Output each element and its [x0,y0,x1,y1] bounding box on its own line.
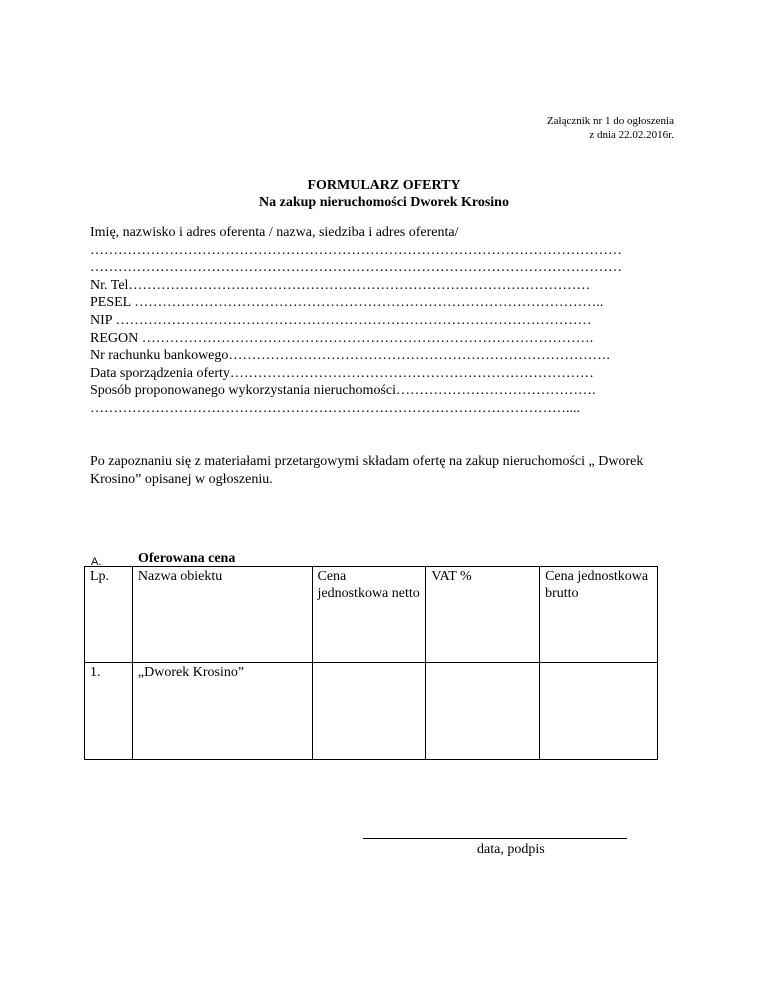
section-letter: A. [91,556,102,568]
field-regon: REGON ……………………………………………………………………………………. [90,330,594,346]
cell-object-name: „Dworek Krosino” [132,663,312,760]
offer-table [84,566,658,760]
field-intended-use-line: ………………………………………………………………………………………….... [90,400,580,416]
field-pesel: PESEL ……………………………………………………………………………………….. [90,295,604,311]
section-title: Oferowana cena [138,551,236,566]
field-nip: NIP ………………………………………………………………………………………… [90,312,592,328]
form-title-sub: Na zakup nieruchomości Dworek Krosino [259,195,509,210]
form-title [0,177,768,211]
signature-line [363,838,627,839]
cell-lp: 1. [85,663,133,760]
table-header-row [85,567,658,663]
attachment-number: Załącznik nr 1 do ogłoszenia [546,115,674,127]
field-phone: Nr. Tel……………………………………………………………………………………… [90,277,591,293]
cell-vat[interactable] [426,663,540,760]
header-object-name: Nazwa obiektu [132,567,312,663]
signature-label: data, podpis [477,842,545,857]
field-bank-account: Nr rachunku bankowego………………………………………………………………………. [90,348,610,364]
field-offeror-line-1: …………………………………………………………………………………………………… [90,242,622,258]
header-vat: VAT % [426,567,540,663]
attachment-date: z dnia 22.02.2016r. [589,129,674,141]
header-gross-price: Cena jednostkowa brutto [540,567,658,663]
offeror-fields [90,224,680,418]
attachment-note [547,114,674,142]
table-row [85,663,658,760]
form-title-main: FORMULARZ OFERTY [307,178,461,193]
header-net-price: Cena jednostkowa netto [312,567,426,663]
field-offeror-name: Imię, nazwisko i adres oferenta / nazwa, siedziba i adres oferenta/ [90,225,459,240]
header-lp: Lp. [85,567,133,663]
field-offeror-line-2: …………………………………………………………………………………………………… [90,260,622,276]
field-intended-use: Sposób proponowanego wykorzystania nieruchomości……………………………………. [90,383,596,399]
cell-net-price[interactable] [312,663,426,760]
field-offer-date: Data sporządzenia oferty…………………………………………………………………… [90,365,594,381]
intro-paragraph: Po zapoznaniu się z materiałami przetargowymi składam ofertę na zakup nieruchomości „ Dworek Krosino” opisanej w ogłoszeniu. [90,454,644,487]
cell-gross-price[interactable] [540,663,658,760]
